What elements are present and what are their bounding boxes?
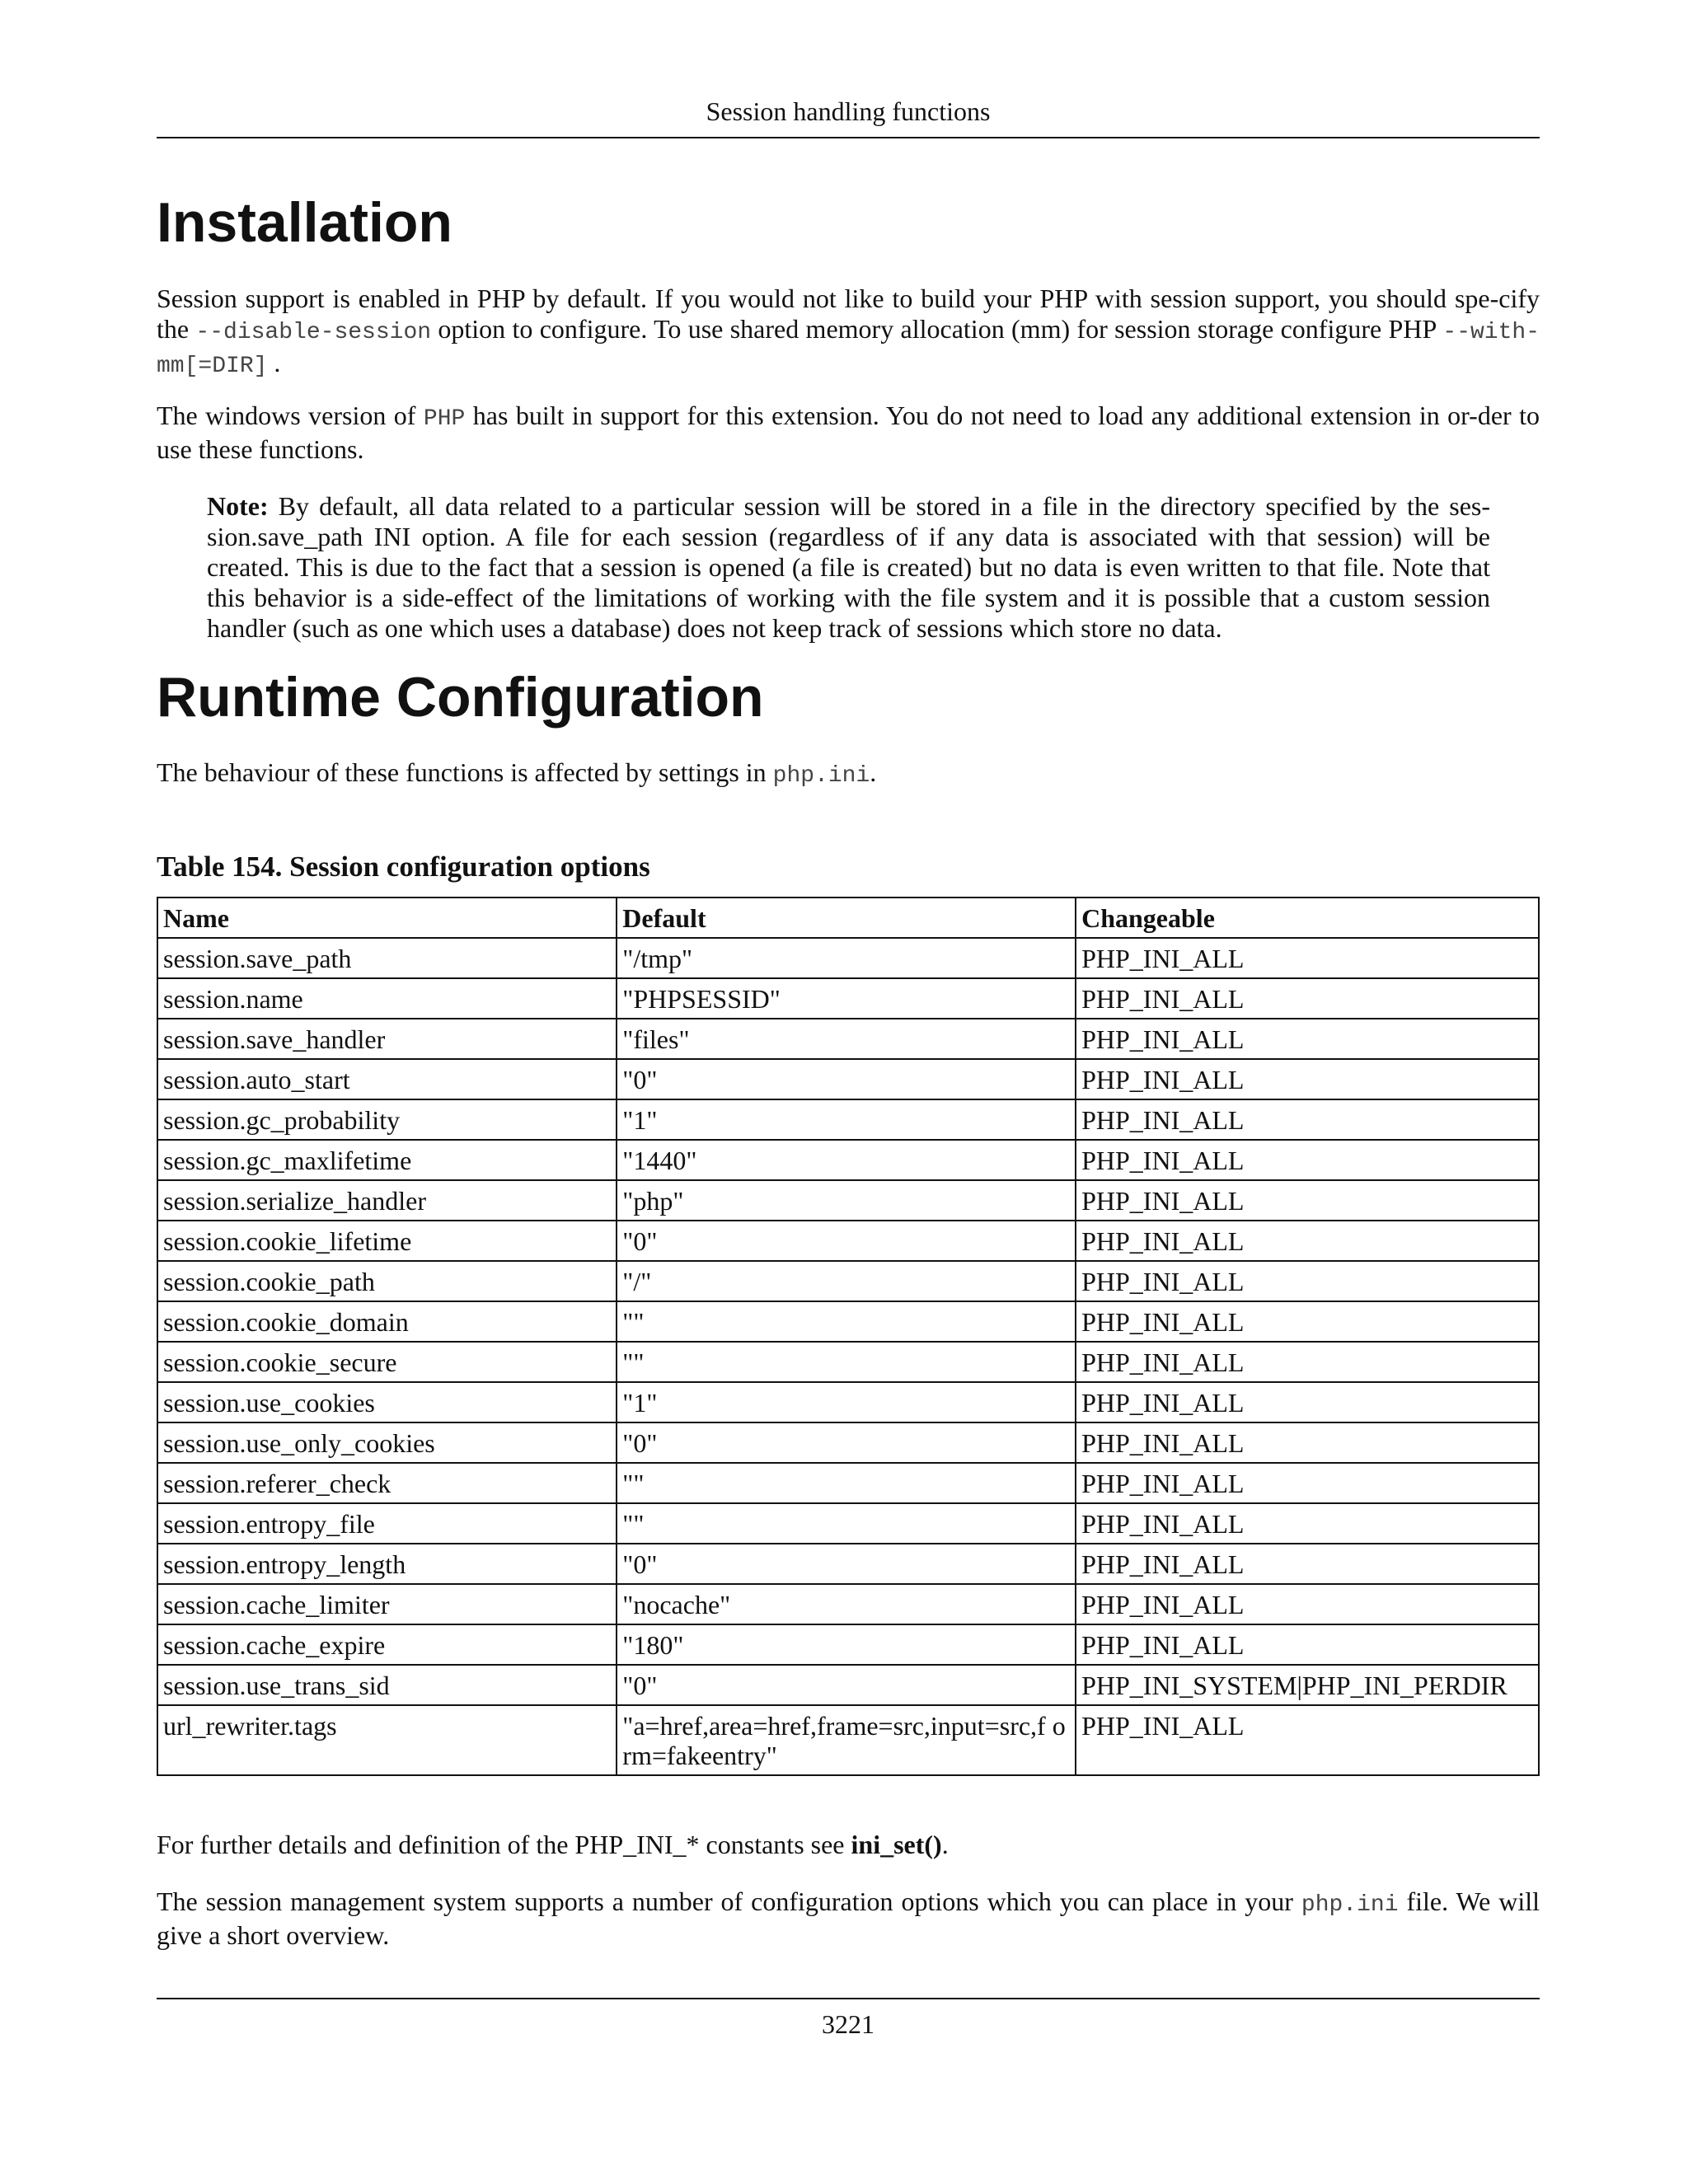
code-disable-session: --disable-session — [195, 320, 432, 345]
cell-default: "nocache" — [617, 1584, 1076, 1624]
cell-changeable: PHP_INI_ALL — [1076, 1019, 1539, 1059]
table-row — [157, 978, 1539, 1019]
cell-default: "1" — [617, 1099, 1076, 1140]
table-row — [157, 1342, 1539, 1382]
table-row — [157, 1463, 1539, 1503]
cell-name: session.gc_maxlifetime — [157, 1140, 617, 1180]
table-row — [157, 1624, 1539, 1665]
ini-set-link[interactable]: ini_set() — [851, 1830, 942, 1859]
cell-default: "" — [617, 1301, 1076, 1342]
cell-name: session.save_handler — [157, 1019, 617, 1059]
cell-name: session.use_only_cookies — [157, 1422, 617, 1463]
cell-default: "a=href,area=href,frame=src,input=src,f orm=fakeentry" — [617, 1705, 1076, 1775]
code-php-ini: php.ini — [1301, 1892, 1399, 1918]
note-label: Note: — [207, 491, 269, 521]
table-row — [157, 1059, 1539, 1099]
text-run: . — [941, 1830, 949, 1859]
cell-name: session.save_path — [157, 938, 617, 978]
text-run: Session support is enabled in PHP by default. If you would not like to build your PHP with session support, you should spe-cify the — [157, 284, 1540, 344]
cell-changeable: PHP_INI_ALL — [1076, 1463, 1539, 1503]
cell-default: "0" — [617, 1422, 1076, 1463]
runtime-configuration-heading: Runtime Configuration — [157, 666, 764, 729]
overview-paragraph — [157, 1886, 1540, 1951]
table-row — [157, 938, 1539, 978]
table-header-row — [157, 898, 1539, 938]
cell-name: session.gc_probability — [157, 1099, 617, 1140]
code-php: PHP — [423, 406, 466, 432]
text-run: has built in support for this extension. You do not need to load any additional extension in or-der to use these functions. — [157, 401, 1540, 464]
cell-name: session.referer_check — [157, 1463, 617, 1503]
note-block — [207, 491, 1490, 644]
cell-default: "files" — [617, 1019, 1076, 1059]
cell-default: "1440" — [617, 1140, 1076, 1180]
cell-default: "PHPSESSID" — [617, 978, 1076, 1019]
text-run: The session management system supports a number of configuration options which you can place in your — [157, 1886, 1301, 1916]
constants-reference — [157, 1830, 1540, 1860]
runtime-intro — [157, 757, 1540, 791]
cell-name: session.cache_expire — [157, 1624, 617, 1665]
text-run: file. We will give a short overview. — [157, 1886, 1540, 1950]
cell-name: session.name — [157, 978, 617, 1019]
footer-rule — [157, 1998, 1540, 1999]
table-row — [157, 1180, 1539, 1221]
cell-name: session.cookie_lifetime — [157, 1221, 617, 1261]
cell-changeable: PHP_INI_ALL — [1076, 1301, 1539, 1342]
table-row — [157, 1301, 1539, 1342]
cell-changeable: PHP_INI_ALL — [1076, 1422, 1539, 1463]
text-run: The windows version of — [157, 401, 424, 430]
text-run: option to configure. To use shared memory allocation (mm) for session storage configure PHP — [431, 314, 1443, 344]
table-row — [157, 1503, 1539, 1544]
cell-default: "180" — [617, 1624, 1076, 1665]
table-caption: Table 154. Session configuration options — [157, 851, 650, 883]
cell-default: "0" — [617, 1665, 1076, 1705]
cell-default: "" — [617, 1342, 1076, 1382]
cell-changeable: PHP_INI_ALL — [1076, 1705, 1539, 1775]
cell-name: session.auto_start — [157, 1059, 617, 1099]
cell-default: "" — [617, 1503, 1076, 1544]
cell-changeable: PHP_INI_ALL — [1076, 1221, 1539, 1261]
page-number: 3221 — [822, 2009, 874, 2039]
cell-name: session.entropy_file — [157, 1503, 617, 1544]
cell-changeable: PHP_INI_ALL — [1076, 1261, 1539, 1301]
cell-name: session.cookie_domain — [157, 1301, 617, 1342]
cell-name: url_rewriter.tags — [157, 1705, 617, 1775]
cell-changeable: PHP_INI_ALL — [1076, 1382, 1539, 1422]
text-run: The behaviour of these functions is affected by settings in — [157, 757, 773, 787]
cell-changeable: PHP_INI_ALL — [1076, 1342, 1539, 1382]
table-row — [157, 1261, 1539, 1301]
table-row — [157, 1544, 1539, 1584]
cell-changeable: PHP_INI_ALL — [1076, 1584, 1539, 1624]
cell-changeable: PHP_INI_ALL — [1076, 1503, 1539, 1544]
table-row — [157, 1019, 1539, 1059]
cell-name: session.entropy_length — [157, 1544, 617, 1584]
cell-changeable: PHP_INI_ALL — [1076, 978, 1539, 1019]
cell-changeable: PHP_INI_ALL — [1076, 1180, 1539, 1221]
code-php-ini: php.ini — [772, 763, 870, 789]
cell-name: session.use_cookies — [157, 1382, 617, 1422]
table-row — [157, 1584, 1539, 1624]
table-row — [157, 1099, 1539, 1140]
cell-changeable: PHP_INI_ALL — [1076, 938, 1539, 978]
cell-name: session.use_trans_sid — [157, 1665, 617, 1705]
text-run: . — [267, 348, 281, 377]
cell-changeable: PHP_INI_ALL — [1076, 1624, 1539, 1665]
running-header: Session handling functions — [706, 96, 991, 126]
code-with-mm: --with-mm[=DIR] — [157, 320, 1540, 379]
table-row — [157, 1422, 1539, 1463]
header-rule — [157, 137, 1540, 138]
cell-default: "" — [617, 1463, 1076, 1503]
cell-default: "/tmp" — [617, 938, 1076, 978]
cell-default: "0" — [617, 1059, 1076, 1099]
table-row — [157, 1221, 1539, 1261]
installation-heading: Installation — [157, 191, 452, 254]
table-row — [157, 1665, 1539, 1705]
cell-name: session.cookie_path — [157, 1261, 617, 1301]
cell-name: session.cookie_secure — [157, 1342, 617, 1382]
cell-default: "0" — [617, 1221, 1076, 1261]
text-run: For further details and definition of the PHP_INI_* constants see — [157, 1830, 851, 1859]
cell-default: "php" — [617, 1180, 1076, 1221]
cell-changeable: PHP_INI_ALL — [1076, 1544, 1539, 1584]
cell-default: "1" — [617, 1382, 1076, 1422]
cell-name: session.cache_limiter — [157, 1584, 617, 1624]
text-run: . — [870, 757, 877, 787]
cell-changeable: PHP_INI_ALL — [1076, 1099, 1539, 1140]
table-row — [157, 1140, 1539, 1180]
cell-name: session.serialize_handler — [157, 1180, 617, 1221]
table-row — [157, 1382, 1539, 1422]
cell-changeable: PHP_INI_ALL — [1076, 1059, 1539, 1099]
cell-changeable: PHP_INI_ALL — [1076, 1140, 1539, 1180]
table-row — [157, 1705, 1539, 1775]
column-header-default: Default — [617, 898, 1076, 938]
column-header-name: Name — [157, 898, 617, 938]
cell-changeable: PHP_INI_SYSTEM|PHP_INI_PERDIR — [1076, 1665, 1539, 1705]
column-header-changeable: Changeable — [1076, 898, 1539, 938]
cell-default: "0" — [617, 1544, 1076, 1584]
installation-paragraph-1 — [157, 284, 1540, 382]
installation-paragraph-2 — [157, 401, 1540, 465]
session-config-table — [157, 897, 1540, 1776]
note-text: By default, all data related to a particular session will be stored in a file in the directory specified by the ses-sion.save_path INI option. A file for each session (regardless of if any data is associated with that session) will be created. This is due to the fact that a session is opened (a file is created) but no data is even written to that file. Note that this behavior is a side-effect of the limitations of working with the file system and it is possible that a custom session handler (such as one which uses a database) does not keep track of sessions which store no data. — [207, 491, 1490, 643]
cell-default: "/" — [617, 1261, 1076, 1301]
